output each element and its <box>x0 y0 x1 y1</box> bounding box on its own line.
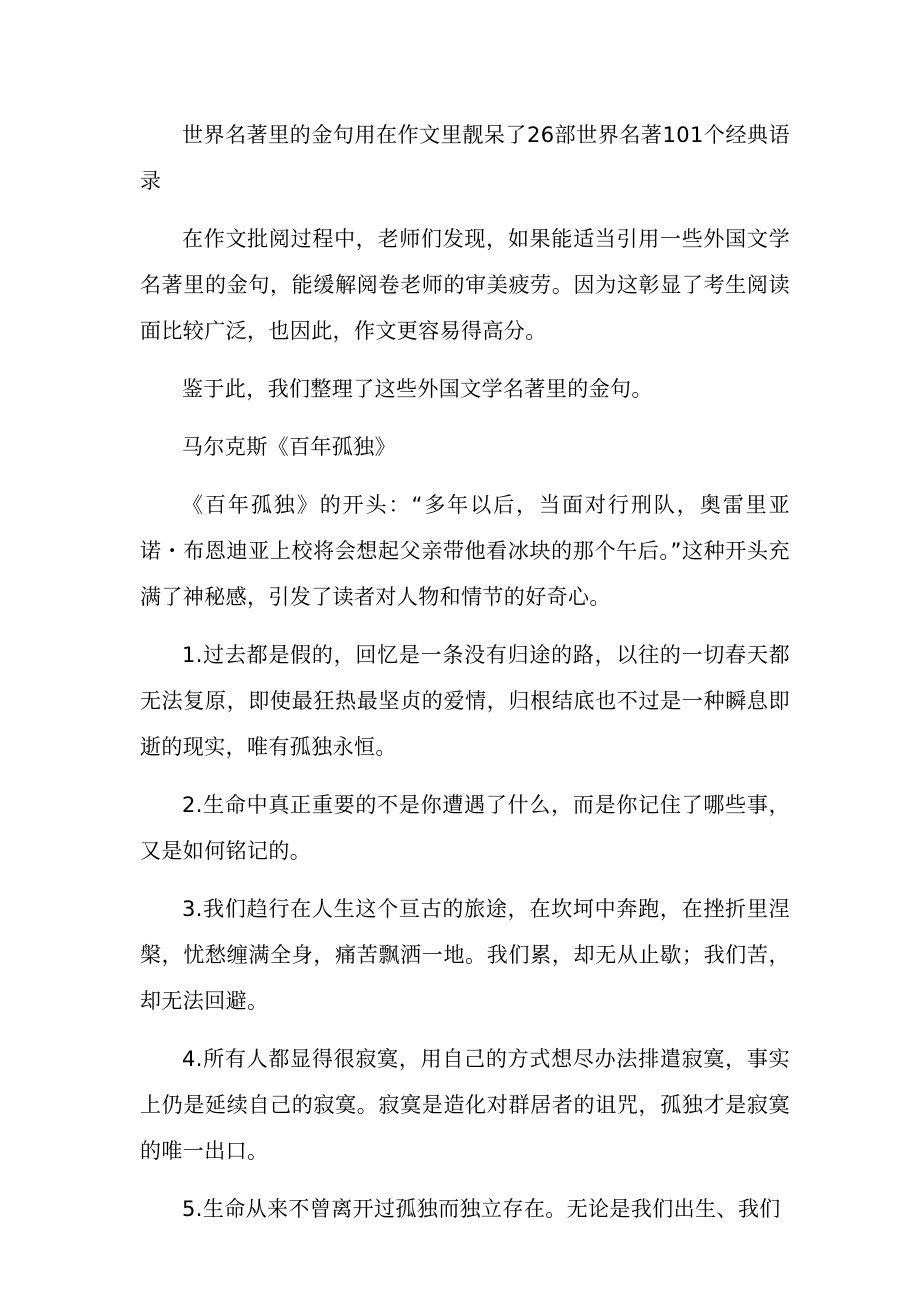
intro-summary-paragraph: 鉴于此，我们整理了这些外国文学名著里的金句。 <box>182 377 653 401</box>
section-heading-marquez: 马尔克斯《百年孤独》 <box>182 435 396 459</box>
quote-item-3: 3.我们趋行在人生这个亘古的旅途，在坎坷中奔跑，在挫折里涅槃，忧愁缠满全身，痛苦飘洒一地。我们累，却无从止歇；我们苦，却无法回避。 <box>140 897 790 1013</box>
quote-item-2: 2.生命中真正重要的不是你遭遇了什么，而是你记住了哪些事，又是如何铭记的。 <box>140 793 790 863</box>
quote-item-1: 1.过去都是假的，回忆是一条没有归途的路，以往的一切春天都无法复原，即使最狂热最坚贞的爱情，归根结底也不过是一种瞬息即逝的现实，唯有孤独永恒。 <box>140 643 790 759</box>
intro-paragraph: 在作文批阅过程中，老师们发现，如果能适当引用一些外国文学名著里的金句，能缓解阅卷老师的审美疲劳。因为这彰显了考生阅读面比较广泛，也因此，作文更容易得高分。 <box>140 227 790 343</box>
quote-item-5: 5.生命从来不曾离开过孤独而独立存在。无论是我们出生、我们 <box>182 1197 781 1221</box>
document-title: 世界名著里的金句用在作文里靓呆了26部世界名著101个经典语录 <box>140 123 790 193</box>
document-body <box>140 112 790 1244</box>
quote-item-4: 4.所有人都显得很寂寞，用自己的方式想尽办法排遣寂寞，事实上仍是延续自己的寂寞。寂寞是造化对群居者的诅咒，孤独才是寂寞的唯一出口。 <box>140 1047 790 1163</box>
opening-description-paragraph: 《百年孤独》的开头：“多年以后，当面对行刑队，奥雷里亚诺・布恩迪亚上校将会想起父亲带他看冰块的那个午后。”这种开头充满了神秘感，引发了读者对人物和情节的好奇心。 <box>140 493 790 609</box>
